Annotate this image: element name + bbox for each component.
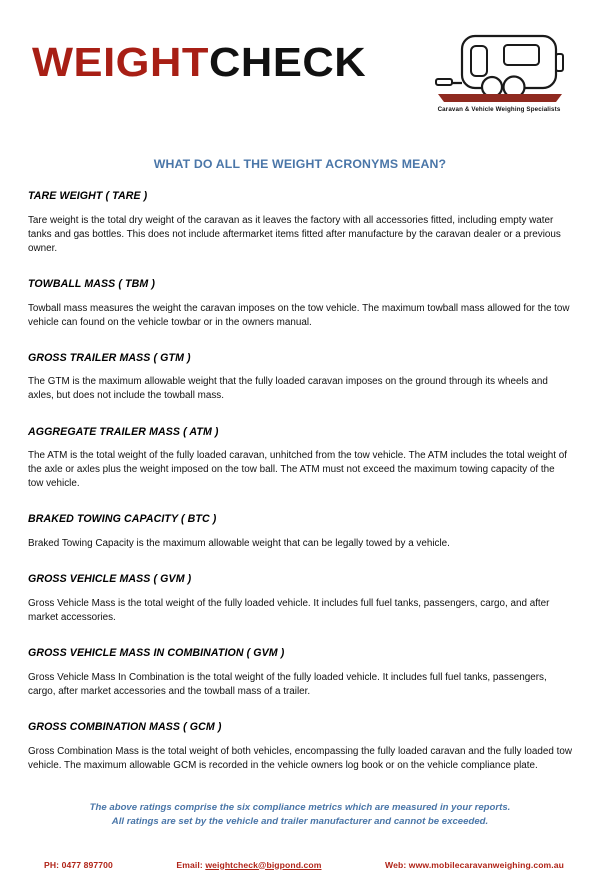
contact-email-label: Email: bbox=[176, 859, 203, 870]
document-content bbox=[0, 190, 600, 773]
contact-web bbox=[385, 860, 564, 870]
contact-web-link[interactable]: www.mobilecaravanweighing.com.au bbox=[408, 859, 564, 870]
brand-wordmark bbox=[32, 39, 367, 85]
section-aggregate-trailer-mass bbox=[28, 426, 572, 492]
section-heading: TARE WEIGHT ( TARE ) bbox=[28, 190, 148, 202]
section-body: Gross Vehicle Mass In Combination is the total weight of the fully loaded vehicle. It includes full fuel tanks, passengers, cargo, after market accessories and the towball mass of a trailer. bbox=[28, 671, 547, 697]
section-heading: GROSS COMBINATION MASS ( GCM ) bbox=[28, 720, 222, 733]
section-gross-vehicle-mass bbox=[28, 573, 572, 625]
section-body: Gross Vehicle Mass is the total weight of the fully loaded vehicle. It includes full fuel tanks, passengers, cargo, and after market accessories. bbox=[28, 597, 550, 623]
contact-email-link[interactable]: weightcheck@bigpond.com bbox=[205, 859, 322, 870]
page-header bbox=[0, 0, 600, 112]
section-heading: AGGREGATE TRAILER MASS ( ATM ) bbox=[28, 425, 219, 438]
section-body: The ATM is the total weight of the fully loaded caravan, unhitched from the tow vehicle. The ATM includes the total weight of the axle or axles plus the weight imposed on the tow ball. The ATM must not exceed the maximum towing capacity of the tow vehicle. bbox=[28, 450, 568, 490]
section-body: Gross Combination Mass is the total weight of both vehicles, encompassing the fully loaded caravan and the fully loaded tow vehicle. The maximum allowable GCM is recorded in the vehicle owners log book or on the vehicle compliance plate. bbox=[28, 745, 572, 771]
caravan-logo bbox=[424, 32, 574, 113]
section-tare-weight bbox=[28, 190, 572, 256]
contact-phone-value: 0477 897700 bbox=[61, 859, 113, 870]
contact-phone-label: PH: bbox=[44, 859, 60, 870]
section-heading: BRAKED TOWING CAPACITY ( BTC ) bbox=[28, 513, 217, 526]
section-body: Braked Towing Capacity is the maximum allowable weight that can be legally towed by a vehicle. bbox=[28, 538, 450, 550]
section-gross-trailer-mass bbox=[28, 352, 572, 404]
section-body: Towball mass measures the weight the caravan imposes on the tow vehicle. The maximum towball mass allowed for the tow vehicle can found on the vehicle towbar or in the owners manual. bbox=[28, 302, 570, 328]
section-body: Tare weight is the total dry weight of the caravan as it leaves the factory with all accessories fitted, including empty water tanks and gas bottles. This does not include aftermarket items fitted after manufacture by the caravan dealer or a previous owner. bbox=[28, 214, 561, 254]
section-gross-vehicle-mass-in-combination bbox=[28, 647, 572, 699]
page-title: WHAT DO ALL THE WEIGHT ACRONYMS MEAN? bbox=[153, 157, 447, 171]
contact-email bbox=[176, 860, 321, 870]
section-heading: TOWBALL MASS ( TBM ) bbox=[28, 277, 155, 290]
contact-bar bbox=[0, 860, 600, 870]
footer-note-line-1: The above ratings comprise the six compliance metrics which are measured in your reports. bbox=[89, 801, 511, 813]
compliance-footer-note bbox=[0, 801, 600, 829]
section-gross-combination-mass bbox=[28, 721, 572, 773]
section-towball-mass bbox=[28, 278, 572, 330]
footer-note-line-2: All ratings are set by the vehicle and trailer manufacturer and cannot be exceeded. bbox=[111, 815, 489, 827]
logo-tagline: Caravan & Vehicle Weighing Specialists bbox=[437, 106, 561, 113]
section-body: The GTM is the maximum allowable weight that the fully loaded caravan imposes on the ground through its wheels and axles, but does not include the towball mass. bbox=[28, 376, 548, 402]
contact-web-label: Web: bbox=[385, 859, 407, 870]
section-heading: GROSS VEHICLE MASS ( GVM ) bbox=[28, 573, 192, 586]
brand-wordmark-weight: WEIGHT bbox=[32, 39, 210, 85]
brand-wordmark-check: CHECK bbox=[209, 39, 367, 85]
section-heading: GROSS TRAILER MASS ( GTM ) bbox=[28, 351, 191, 364]
caravan-illustration-icon bbox=[430, 32, 568, 104]
section-heading: GROSS VEHICLE MASS IN COMBINATION ( GVM ) bbox=[28, 647, 285, 660]
section-braked-towing-capacity bbox=[28, 513, 572, 551]
contact-phone bbox=[44, 860, 113, 870]
